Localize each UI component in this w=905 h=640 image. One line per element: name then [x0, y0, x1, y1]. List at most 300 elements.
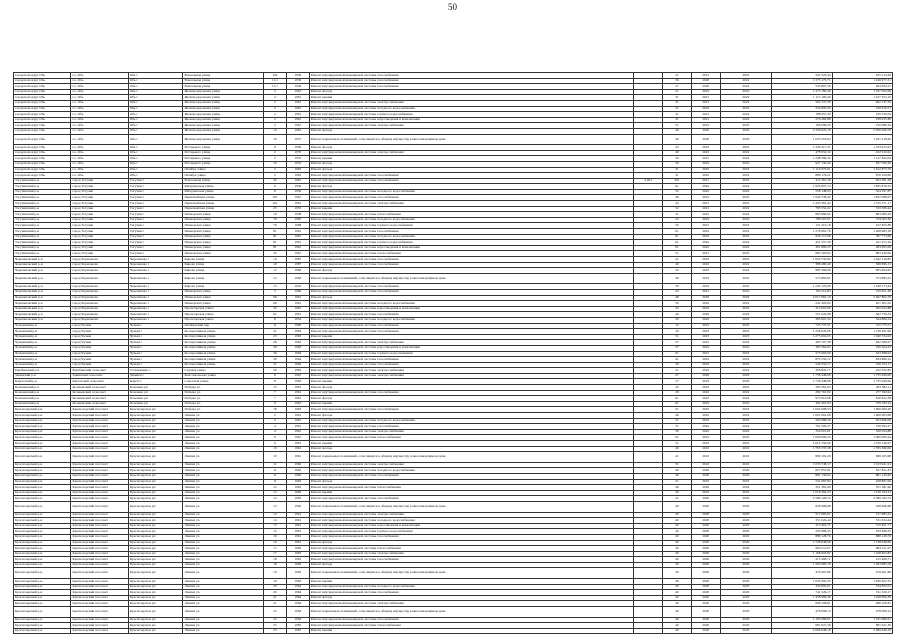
build-year-cell: 1961 [286, 178, 309, 184]
municipal-district-cell: Черепановский р-н [14, 262, 71, 268]
completion-percent-cell: 30 [663, 429, 692, 435]
work-type-cell: Ремонт подвальных помещений, относящихся к общему имуществу в многоквартирном доме [309, 501, 634, 512]
start-year-cell: 2022 [691, 323, 720, 329]
municipal-district-cell: Краснозерский р-н [14, 512, 71, 518]
build-year-cell: 1961 [286, 441, 309, 447]
house-number-cell: 91 [263, 312, 286, 318]
start-year-cell: 2022 [691, 189, 720, 195]
municipal-district-cell: Чулымский р-н [14, 323, 71, 329]
completion-percent-cell: 40 [663, 551, 692, 557]
contract-cost-cell: 1 228 173,44 [832, 284, 892, 290]
estimated-cost-cell: 276 482,88 [772, 117, 832, 123]
work-type-cell: Ремонт внутридомовой инженерной системы теплоснабжения [309, 251, 634, 257]
house-number-cell: 12 [263, 268, 286, 274]
house-number-cell: 10 [263, 161, 286, 167]
work-type-cell: Ремонт фасада [309, 446, 634, 452]
build-year-cell: 1961 [286, 112, 309, 118]
street-cell: Ленина ул. [183, 607, 263, 618]
house-number-cell: 13 [263, 284, 286, 290]
end-year-cell: 2020 [720, 529, 772, 535]
build-year-cell: 1955 [286, 150, 309, 156]
work-type-cell: Ремонт фасада [309, 128, 634, 134]
contract-cost-cell: 293 986,55 [832, 529, 892, 535]
street-cell: Пионерская улица [183, 234, 263, 240]
municipality-cell: город Тогучин [71, 240, 128, 246]
municipality-cell: Краснозерский поссовет [71, 512, 128, 518]
contract-cost-cell: 1 642 219,82 [832, 257, 892, 263]
contract-cost-cell: 493 954,15 [832, 84, 892, 90]
work-type-cell: Ремонт внутридомовой инженерной системы газоснабжения [309, 289, 634, 295]
municipal-district-cell: Чулымский р-н [14, 329, 71, 335]
completion-percent-cell: 40 [663, 628, 692, 634]
build-year-cell: 1955 [286, 206, 309, 212]
street-cell: Ленина ул. [183, 557, 263, 563]
street-cell: Пролетарская улица [183, 312, 263, 318]
build-year-cell: 1965 [286, 628, 309, 634]
settlement-cell: Тогучин г [128, 178, 183, 184]
street-cell: Железнодорожная улица [183, 112, 263, 118]
contract-cost-cell: 1 026 402,35 [832, 579, 892, 585]
end-year-cell: 2020 [720, 607, 772, 618]
start-year-cell: 2020 [691, 546, 720, 552]
street-cell: Ленина ул. [183, 540, 263, 546]
settlement-cell: Чулым г [128, 357, 183, 363]
contract-cost-cell: 699 105,98 [832, 452, 892, 463]
build-year-cell: 1963 [286, 568, 309, 579]
estimated-cost-cell: 1 728 048,69 [772, 540, 832, 546]
build-year-cell: 1957 [286, 134, 309, 145]
estimated-cost-cell: 1 458 966,36 [772, 595, 832, 601]
start-year-cell: 2022 [691, 301, 720, 307]
table-row [14, 134, 893, 145]
municipal-district-cell: Коченевский р-н [14, 385, 71, 391]
municipal-district-cell: Краснозерский р-н [14, 413, 71, 419]
street-cell: Октябрьский пер. [183, 323, 263, 329]
municipality-cell: город Чулым [71, 351, 128, 357]
completion-percent-cell: 31 [663, 212, 692, 218]
house-number-cell: 2 [263, 150, 286, 156]
end-year-cell: 2020 [720, 134, 772, 145]
estimated-cost-cell: 1 113 100,40 [772, 95, 832, 101]
work-type-cell: Ремонт внутридомовой инженерной системы газоснабжения [309, 229, 634, 235]
street-cell: Ленина ул. [183, 562, 263, 568]
municipality-cell: Коченевский сельсовет [71, 390, 128, 396]
work-type-cell: Ремонт внутридомовой инженерной системы газоснабжения [309, 362, 634, 368]
municipal-district-cell: Чулымский р-н [14, 357, 71, 363]
municipal-district-cell: городской округ Обь [14, 156, 71, 162]
contract-cost-cell: 573 895,61 [832, 273, 892, 284]
settlement-cell: Краснозерское рп [128, 473, 183, 479]
settlement-cell: Чулым г [128, 345, 183, 351]
cost-share-cell [634, 134, 663, 145]
start-year-cell: 2022 [691, 89, 720, 95]
completion-percent-cell: 30 [663, 362, 692, 368]
start-year-cell: 2020 [691, 590, 720, 596]
contract-cost-cell: 834 890,12 [832, 357, 892, 363]
municipality-cell: Коченевский сельсовет [71, 401, 128, 407]
street-cell: Ленина ул. [183, 485, 263, 491]
work-type-cell: Ремонт внутридомовой инженерной системы теплоснабжения [309, 435, 634, 441]
end-year-cell: 2022 [720, 229, 772, 235]
municipal-district-cell: Краснозерский р-н [14, 557, 71, 563]
street-cell: Вокзальная улица [183, 73, 263, 79]
street-cell: Железнодорожная улица [183, 128, 263, 134]
work-type-cell: Ремонт внутридомовой инженерной системы газоснабжения [309, 262, 634, 268]
work-type-cell: Ремонт крыши [309, 628, 634, 634]
work-type-cell: Ремонт фасада [309, 385, 634, 391]
work-type-cell: Ремонт фасада [309, 295, 634, 301]
start-year-cell: 2020 [691, 518, 720, 524]
estimated-cost-cell: 888 176,21 [772, 173, 832, 179]
contract-cost-cell: 1 919 146,07 [832, 441, 892, 447]
completion-percent-cell: 46 [663, 128, 692, 134]
municipal-district-cell: Краснозерский р-н [14, 490, 71, 496]
table-row [14, 607, 893, 618]
estimated-cost-cell: 626 113,96 [772, 234, 832, 240]
street-cell: Победы ул. [183, 407, 263, 413]
cost-share-cell [634, 607, 663, 618]
build-year-cell: 1961 [286, 312, 309, 318]
house-number-cell: 16 [263, 540, 286, 546]
work-type-cell: Ремонт внутридомовой инженерной системы газоснабжения [309, 496, 634, 502]
house-number-cell: 10 [263, 262, 286, 268]
estimated-cost-cell: 698 108,81 [772, 601, 832, 607]
municipal-district-cell: Здвинский р-н [14, 373, 71, 379]
house-number-cell: 18 [263, 562, 286, 568]
build-year-cell: 1961 [286, 251, 309, 257]
contract-cost-cell: 1 337 302,06 [832, 89, 892, 95]
street-cell: Железнодорожная улица [183, 117, 263, 123]
end-year-cell: 2022 [720, 150, 772, 156]
contract-cost-cell: 1 163 915,97 [832, 145, 892, 151]
house-number-cell: 21 [263, 329, 286, 335]
completion-percent-cell: 61 [663, 184, 692, 190]
estimated-cost-cell: 1 245 125,09 [772, 284, 832, 290]
start-year-cell: 2021 [691, 206, 720, 212]
build-year-cell: 1958 [286, 212, 309, 218]
register-table-container [13, 72, 893, 634]
house-number-cell: 104 [263, 73, 286, 79]
settlement-cell: Обь г [128, 156, 183, 162]
municipality-cell: Краснозерский поссовет [71, 607, 128, 618]
start-year-cell: 2021 [691, 117, 720, 123]
house-number-cell: 161 [263, 195, 286, 201]
start-year-cell: 2022 [691, 245, 720, 251]
start-year-cell: 2020 [691, 607, 720, 618]
end-year-cell: 2020 [720, 623, 772, 629]
house-number-cell: 34 [263, 306, 286, 312]
street-cell: Победы ул. [183, 396, 263, 402]
estimated-cost-cell: 783 552,22 [772, 206, 832, 212]
contract-cost-cell: 1 017 453,10 [832, 95, 892, 101]
work-type-cell: Ремонт внутридомовой инженерной системы газоснабжения [309, 390, 634, 396]
municipality-cell: Краснозерский поссовет [71, 413, 128, 419]
table-row [14, 568, 893, 579]
estimated-cost-cell: 2 614 150,09 [772, 441, 832, 447]
settlement-cell: Тогучин г [128, 201, 183, 207]
end-year-cell: 2022 [720, 323, 772, 329]
contract-cost-cell: 215 408,71 [832, 557, 892, 563]
estimated-cost-cell: 526 553,17 [772, 362, 832, 368]
start-year-cell: 2022 [691, 413, 720, 419]
work-type-cell: Ремонт внутридомовой инженерной системы электроснабжения [309, 340, 634, 346]
build-year-cell: 1961 [286, 117, 309, 123]
municipal-district-cell: Краснозерский р-н [14, 501, 71, 512]
settlement-cell: Краснозерское рп [128, 485, 183, 491]
end-year-cell: 2022 [720, 317, 772, 323]
work-type-cell: Ремонт внутридомовой инженерной системы водоотведения и канализации [309, 523, 634, 529]
build-year-cell: 1964 [286, 590, 309, 596]
house-number-cell: 11 [263, 323, 286, 329]
completion-percent-cell: 31 [663, 407, 692, 413]
street-cell: Кирова улица [183, 268, 263, 274]
start-year-cell: 2022 [691, 234, 720, 240]
end-year-cell: 2020 [720, 617, 772, 623]
completion-percent-cell: 41 [663, 452, 692, 463]
street-cell: Ленина ул. [183, 584, 263, 590]
build-year-cell: 1961 [286, 100, 309, 106]
estimated-cost-cell: 1 275 004,95 [772, 334, 832, 340]
end-year-cell: 2020 [720, 579, 772, 585]
municipal-district-cell: Коченевский р-н [14, 390, 71, 396]
settlement-cell: Обь г [128, 123, 183, 129]
build-year-cell: 1961 [286, 240, 309, 246]
end-year-cell: 2020 [720, 523, 772, 529]
estimated-cost-cell: 1 278 981,76 [772, 229, 832, 235]
start-year-cell: 2022 [691, 385, 720, 391]
contract-cost-cell: 734 505,30 [832, 217, 892, 223]
municipal-district-cell: Краснозерский р-н [14, 407, 71, 413]
build-year-cell: 1964 [286, 607, 309, 618]
end-year-cell: 2022 [720, 435, 772, 441]
settlement-cell: Краснозерское рп [128, 562, 183, 568]
municipality-cell: город Тогучин [71, 229, 128, 235]
start-year-cell: 2020 [691, 312, 720, 318]
municipality-cell: Краснозерский поссовет [71, 584, 128, 590]
street-cell: Ленина ул. [183, 462, 263, 468]
street-cell: Пионерская улица [183, 223, 263, 229]
street-cell: Первомайская улица [183, 206, 263, 212]
house-number-cell: 10 [263, 212, 286, 218]
municipal-district-cell: Тогучинский р-н [14, 234, 71, 240]
contract-cost-cell: 159 621,30 [832, 289, 892, 295]
street-cell: Ленина ул. [183, 623, 263, 629]
start-year-cell: 2020 [691, 568, 720, 579]
municipality-cell: город Тогучин [71, 217, 128, 223]
settlement-cell: Краснозерское рп [128, 418, 183, 424]
completion-percent-cell: 61 [663, 234, 692, 240]
completion-percent-cell: 40 [663, 540, 692, 546]
house-number-cell: 23 [263, 623, 286, 629]
completion-percent-cell: 50 [663, 317, 692, 323]
start-year-cell: 2022 [691, 229, 720, 235]
estimated-cost-cell: 985 163,63 [772, 251, 832, 257]
house-number-cell: 96 [263, 295, 286, 301]
contract-cost-cell: 502 739,33 [832, 312, 892, 318]
completion-percent-cell: 52 [663, 189, 692, 195]
municipality-cell: Краснозерский поссовет [71, 617, 128, 623]
estimated-cost-cell: 627 851,81 [772, 468, 832, 474]
work-type-cell: Ремонт внутридомовой инженерной системы газоснабжения [309, 357, 634, 363]
street-cell: Ленина ул. [183, 479, 263, 485]
contract-cost-cell: 238 935,88 [832, 117, 892, 123]
build-year-cell: 1936 [286, 84, 309, 90]
house-number-cell: 28 [263, 340, 286, 346]
estimated-cost-cell: 456 822,71 [772, 368, 832, 374]
municipality-cell: город Тогучин [71, 195, 128, 201]
start-year-cell: 2022 [691, 284, 720, 290]
house-number-cell: 15 [263, 529, 286, 535]
municipal-district-cell: Тогучинский р-н [14, 251, 71, 257]
build-year-cell: 1961 [286, 413, 309, 419]
contract-cost-cell: 1 765 360,00 [832, 446, 892, 452]
settlement-cell: Краснозерское рп [128, 407, 183, 413]
work-type-cell: Ремонт внутридомовой инженерной системы холодного водоснабжения [309, 418, 634, 424]
end-year-cell: 2022 [720, 106, 772, 112]
completion-percent-cell: 31 [663, 89, 692, 95]
build-year-cell: 1961 [286, 128, 309, 134]
street-cell: Ленина ул. [183, 512, 263, 518]
completion-percent-cell: 40 [663, 485, 692, 491]
contract-cost-cell: 478 008,14 [832, 607, 892, 618]
municipal-district-cell: Краснозерский р-н [14, 601, 71, 607]
work-type-cell: Ремонт крыши [309, 579, 634, 585]
completion-percent-cell: 48 [663, 295, 692, 301]
house-number-cell: 15 [263, 523, 286, 529]
contract-cost-cell: 1 012 873,76 [832, 167, 892, 173]
settlement-cell: Обь г [128, 89, 183, 95]
completion-percent-cell: 61 [663, 240, 692, 246]
work-type-cell: Ремонт внутридомовой инженерной системы электроснабжения [309, 462, 634, 468]
estimated-cost-cell: 1 258 020,06 [772, 329, 832, 335]
start-year-cell: 2022 [691, 340, 720, 346]
estimated-cost-cell: 1 758 448,08 [772, 373, 832, 379]
municipality-cell: Краснозерский поссовет [71, 468, 128, 474]
completion-percent-cell: 41 [663, 257, 692, 263]
house-number-cell: 21 [263, 595, 286, 601]
settlement-cell: Черепаново г [128, 268, 183, 274]
contract-cost-cell: 277 590,92 [832, 390, 892, 396]
house-number-cell: 15 [263, 385, 286, 391]
work-type-cell: Ремонт подвальных помещений, относящихся к общему имуществу в многоквартирном доме [309, 452, 634, 463]
settlement-cell: Тогучин г [128, 251, 183, 257]
house-number-cell: 8 [263, 145, 286, 151]
build-year-cell: 1963 [286, 268, 309, 274]
contract-cost-cell: 421 472,16 [832, 240, 892, 246]
completion-percent-cell: 40 [663, 490, 692, 496]
start-year-cell: 2021 [691, 73, 720, 79]
completion-percent-cell: 36 [663, 284, 692, 290]
start-year-cell: 2020 [691, 512, 720, 518]
estimated-cost-cell: 1 033 748,17 [772, 462, 832, 468]
end-year-cell: 2020 [720, 473, 772, 479]
work-type-cell: Ремонт внутридомовой инженерной системы электроснабжения [309, 123, 634, 129]
municipal-district-cell: Коченевский р-н [14, 401, 71, 407]
build-year-cell: 1964 [286, 584, 309, 590]
estimated-cost-cell: 789 507,01 [772, 217, 832, 223]
settlement-cell: Чулым г [128, 323, 183, 329]
build-year-cell: 1963 [286, 490, 309, 496]
municipality-cell: г.о. Обь [71, 161, 128, 167]
build-year-cell: 1963 [286, 173, 309, 179]
work-type-cell: Ремонт внутридомовой инженерной системы газоснабжения [309, 473, 634, 479]
house-number-cell: 23 [263, 334, 286, 340]
house-number-cell: 9 [263, 189, 286, 195]
contract-cost-cell: 1 138 491,90 [832, 329, 892, 335]
start-year-cell: 2020 [691, 84, 720, 90]
contract-cost-cell: 698 108,81 [832, 601, 892, 607]
municipality-cell: Коченевский сельсовет [71, 396, 128, 402]
start-year-cell: 2020 [691, 295, 720, 301]
street-cell: Победы ул. [183, 390, 263, 396]
end-year-cell: 2020 [720, 590, 772, 596]
estimated-cost-cell: 351 381,90 [772, 485, 832, 491]
start-year-cell: 2021 [691, 100, 720, 106]
estimated-cost-cell: 315 001,09 [772, 306, 832, 312]
municipality-cell: Краснозерский поссовет [71, 407, 128, 413]
settlement-cell: Тогучин г [128, 189, 183, 195]
build-year-cell: 1961 [286, 95, 309, 101]
house-number-cell: 2 [263, 173, 286, 179]
completion-percent-cell: 40 [663, 529, 692, 535]
start-year-cell: 2020 [691, 557, 720, 563]
end-year-cell: 2020 [720, 601, 772, 607]
settlement-cell: Краснозерское рп [128, 462, 183, 468]
start-year-cell: 2021 [691, 201, 720, 207]
municipal-district-cell: Тогучинский р-н [14, 189, 71, 195]
street-cell: Ленина ул. [183, 523, 263, 529]
street-cell: Ленина ул. [183, 424, 263, 430]
municipal-district-cell: городской округ Обь [14, 89, 71, 95]
house-number-cell: 2 [263, 112, 286, 118]
house-number-cell: 81 [263, 234, 286, 240]
municipality-cell: город Чулым [71, 323, 128, 329]
municipal-district-cell: Краснозерский р-н [14, 579, 71, 585]
house-number-cell: 6 [263, 373, 286, 379]
street-cell: Ленина ул. [183, 413, 263, 419]
municipality-cell: Краснозерский поссовет [71, 452, 128, 463]
estimated-cost-cell: 315 401,71 [772, 523, 832, 529]
settlement-cell: Краснозерское рп [128, 595, 183, 601]
municipality-cell: Краснозерский поссовет [71, 557, 128, 563]
build-year-cell: 1961 [286, 396, 309, 402]
contract-cost-cell: 810 812,38 [832, 396, 892, 402]
street-cell: Пионерская улица [183, 251, 263, 257]
municipal-district-cell: Тогучинский р-н [14, 240, 71, 246]
municipal-district-cell: Краснозерский р-н [14, 607, 71, 618]
completion-percent-cell: 40 [663, 617, 692, 623]
street-cell: Пионерская улица [183, 240, 263, 246]
end-year-cell: 2022 [720, 173, 772, 179]
municipal-district-cell: городской округ Обь [14, 78, 71, 84]
estimated-cost-cell: 204 888,36 [772, 418, 832, 424]
settlement-cell: Чулым г [128, 351, 183, 357]
contract-cost-cell: 229 916,51 [832, 106, 892, 112]
estimated-cost-cell: 1 654 735,82 [772, 257, 832, 263]
end-year-cell: 2020 [720, 468, 772, 474]
estimated-cost-cell: 502 525,44 [772, 73, 832, 79]
end-year-cell: 2022 [720, 418, 772, 424]
end-year-cell: 2022 [720, 223, 772, 229]
house-number-cell: 8 [263, 317, 286, 323]
municipality-cell: город Чулым [71, 340, 128, 346]
settlement-cell: Краснозерское рп [128, 628, 183, 634]
end-year-cell: 2022 [720, 390, 772, 396]
build-year-cell: 1963 [286, 273, 309, 284]
municipality-cell: г.о. Обь [71, 145, 128, 151]
estimated-cost-cell: 392 401,04 [772, 401, 832, 407]
completion-percent-cell: 61 [663, 229, 692, 235]
